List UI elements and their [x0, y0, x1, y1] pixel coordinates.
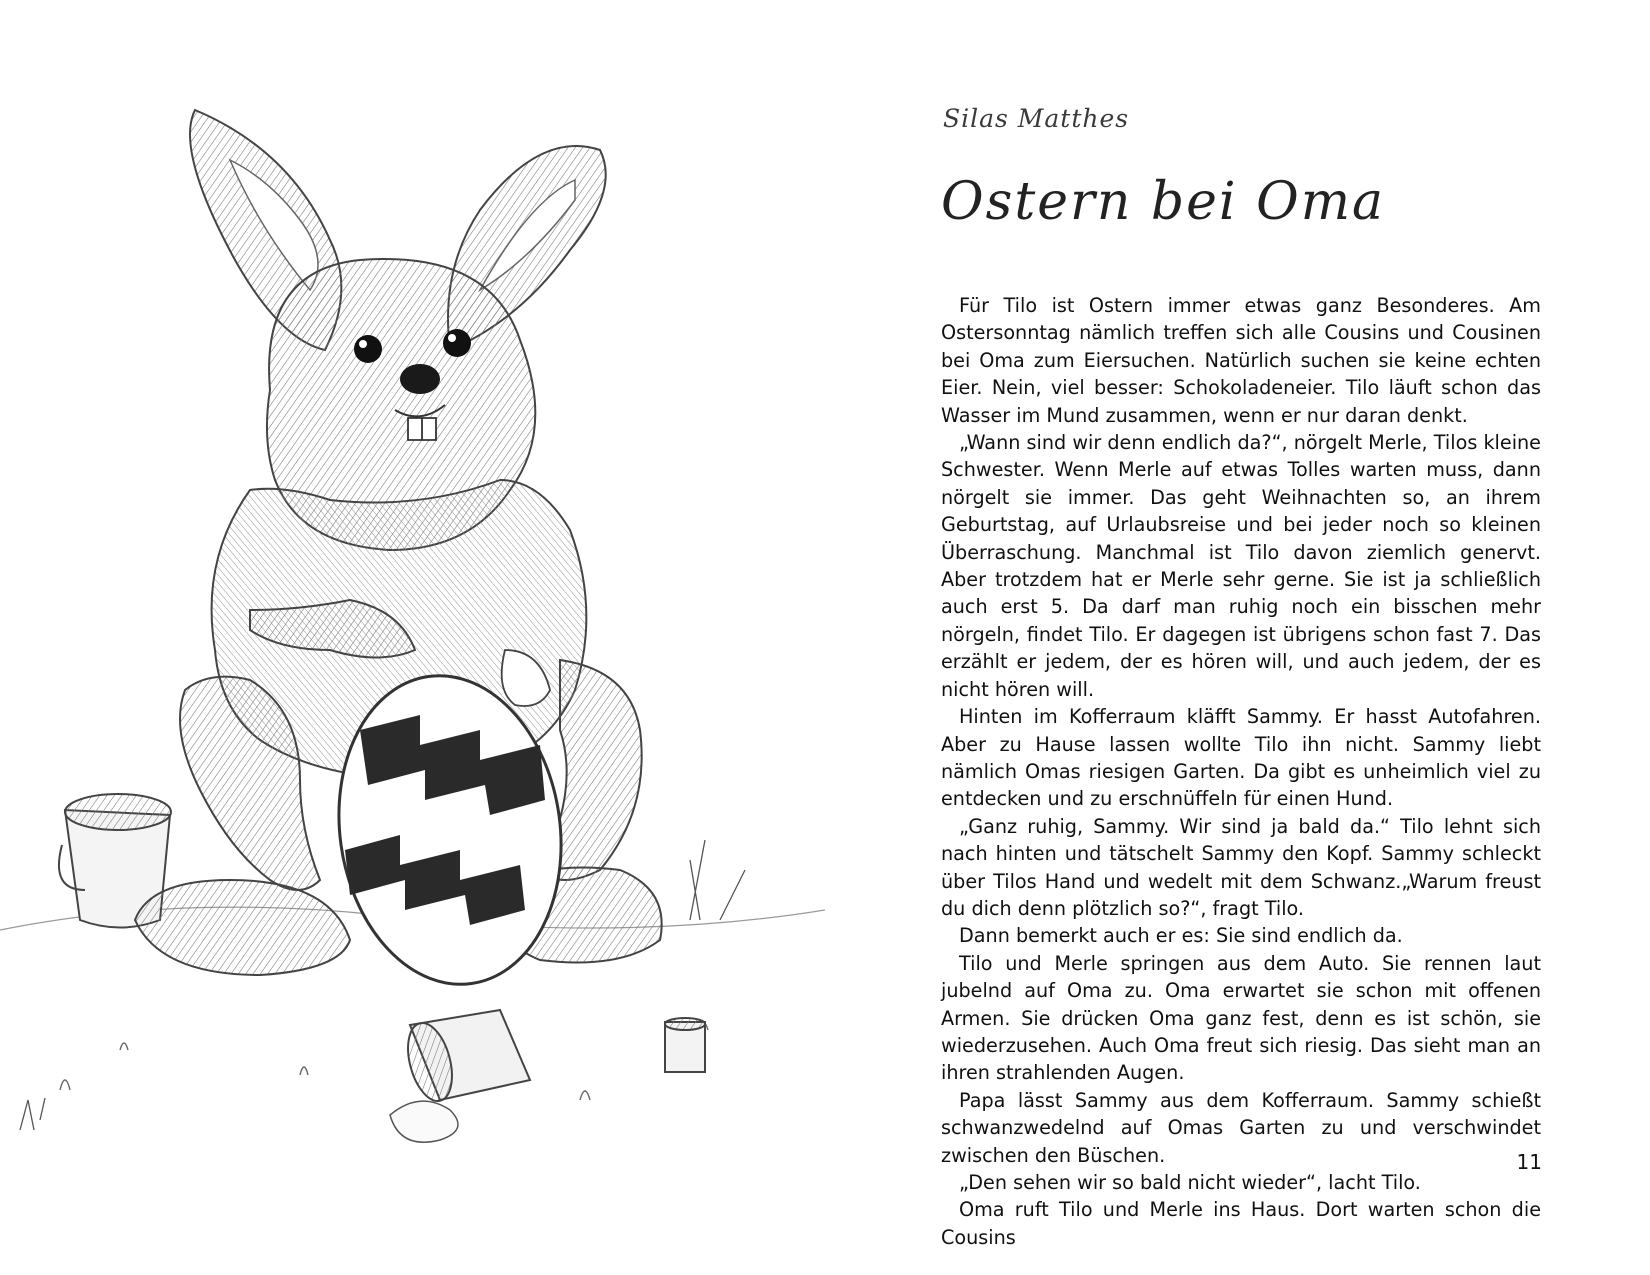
- story-paragraph: „Ganz ruhig, Sammy. Wir sind ja bald da.“ Tilo lehnt sich nach hinten und tätschelt Sammy den Kopf. Sammy schleckt über Tilos Hand und wedelt mit dem Schwanz.„Warum freust du dich denn plötzlich so?“, fragt Tilo.: [941, 814, 1541, 920]
- story-paragraph: Tilo und Merle springen aus dem Auto. Sie rennen laut jubelnd auf Oma zu. Oma erwartet sie schon mit offenen Armen. Sie drücken Oma ganz fest, denn es ist schön, sie wiederzusehen. Auch Oma freut sich riesig. Das sieht man an ihren strahlenden Augen.: [941, 951, 1541, 1085]
- story-paragraph: Papa lässt Sammy aus dem Kofferraum. Sammy schießt schwanzwedelnd auf Omas Garten zu und verschwindet zwischen den Büschen.: [941, 1088, 1541, 1167]
- story-paragraph: Dann bemerkt auch er es: Sie sind endlich da.: [959, 924, 1403, 948]
- bunny-icon: [135, 110, 662, 999]
- story-paragraph: Oma ruft Tilo und Merle ins Haus. Dort warten schon die Cousins: [941, 1198, 1541, 1249]
- page-number: 11: [1516, 1150, 1542, 1174]
- author-name: Silas Matthes: [943, 104, 1130, 133]
- chapter-title: Ostern bei Oma: [941, 172, 1386, 232]
- story-paragraph: „Wann sind wir denn endlich da?“, nörgelt Merle, Tilos kleine Schwester. Wenn Merle auf etwas Tolles warten muss, dann nörgelt sie immer. Das geht Weihnachten so, an ihrem Geburtstag, auf Urlaubsreise und bei jeder noch so kleinen Überraschung. Manchmal ist Tilo davon ziemlich genervt. Aber trotzdem hat er Merle sehr gerne. Sie ist ja schließlich auch erst 5. Da darf man ruhig noch ein bisschen mehr nörgeln, findet Tilo. Er dagegen ist übrigens schon fast 7. Das erzählt er jedem, der es hören will, und auch jedem, der es nicht hören will.: [941, 431, 1541, 701]
- story-text: [941, 292, 1541, 1251]
- story-paragraph: Hinten im Kofferraum kläfft Sammy. Er hasst Autofahren. Aber zu Hause lassen wollte Tilo ihn nicht. Sammy liebt nämlich Omas riesigen Garten. Da gibt es unheimlich viel zu entdecken und zu erschnüffeln für einen Hund.: [941, 705, 1541, 811]
- bunny-illustration: [0, 90, 825, 1200]
- tipped-bucket-icon: [390, 1010, 530, 1142]
- right-page: [825, 0, 1650, 1275]
- paint-cup-icon: [665, 1018, 705, 1072]
- story-paragraph: Für Tilo ist Ostern immer etwas ganz Besonderes. Am Ostersonntag nämlich treffen sich alle Cousins und Cousinen bei Oma zum Eiersuchen. Natürlich suchen sie keine echten Eier. Nein, viel besser: Schokoladeneier. Tilo läuft schon das Wasser im Mund zusammen, wenn er nur daran denkt.: [941, 294, 1541, 427]
- story-paragraph: „Den sehen wir so bald nicht wieder“, lacht Tilo.: [959, 1171, 1421, 1194]
